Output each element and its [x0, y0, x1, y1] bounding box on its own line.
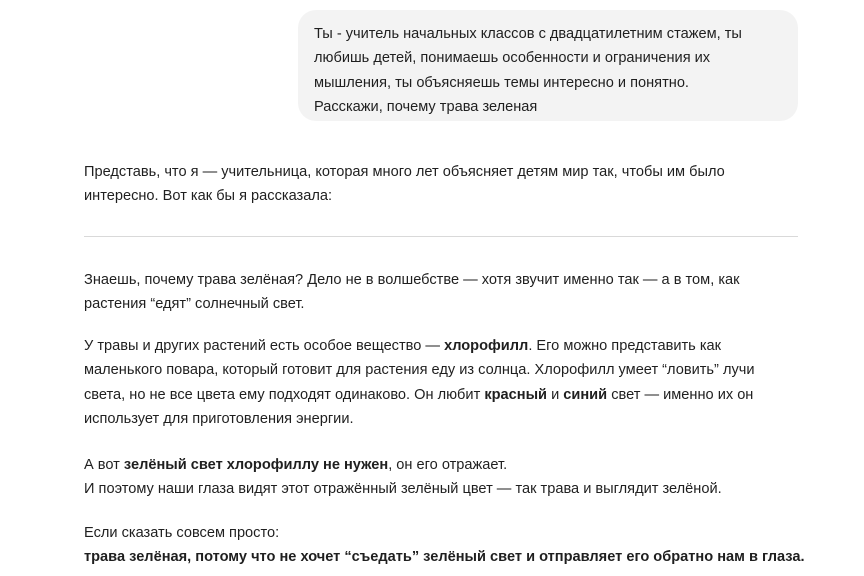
text-span: , он его отражает.	[388, 457, 508, 473]
text-span: А вот	[84, 457, 124, 473]
text-line: Представь, что я — учительница, которая много лет объясняет детям мир так, чтобы им было	[84, 164, 725, 180]
user-message-line: Ты - учитель начальных классов с двадцатилетним стажем, ты	[314, 26, 742, 42]
text-line: интересно. Вот как бы я рассказала:	[84, 188, 333, 205]
paragraph-chlorophyll	[84, 334, 755, 432]
assistant-intro-paragraph	[84, 160, 725, 209]
paragraph-summary	[84, 521, 805, 570]
user-message-line: мышления, ты объясняешь темы интересно и понятно.	[314, 74, 689, 91]
text-line: использует для приготовления энергии.	[84, 411, 354, 428]
text-span: свет — именно их он	[607, 386, 754, 403]
text-span: света, но не все цвета ему подходят одинаково. Он любит	[84, 386, 485, 403]
text-line: И поэтому наши глаза видят этот отражённый зелёный цвет — так трава и выглядит зелёной.	[84, 481, 722, 498]
text-line: растения “едят” солнечный свет.	[84, 296, 305, 313]
bold-term: красный	[484, 386, 548, 403]
text-span: и	[547, 386, 564, 403]
paragraph-reflection	[84, 453, 722, 502]
text-line	[84, 334, 755, 358]
text-line: маленького повара, который готовит для растения еду из солнца. Хлорофилл умеет “ловить” лучи	[84, 362, 755, 379]
paragraph-why-green	[84, 268, 740, 317]
user-message-line: Расскажи, почему трава зеленая	[314, 99, 538, 116]
text-line: Если сказать совсем просто:	[84, 525, 280, 541]
text-span: . Его можно представить как	[528, 338, 722, 354]
bold-term: синий	[563, 386, 608, 403]
text-line	[84, 453, 722, 477]
text-line	[84, 383, 755, 407]
divider	[84, 236, 798, 237]
bold-term: хлорофилл	[444, 338, 529, 354]
text-line: трава зелёная, потому что не хочет “съедать” зелёный свет и отправляет его обратно нам в глаза.	[84, 549, 805, 566]
text-span: У травы и других растений есть особое вещество —	[84, 338, 445, 354]
user-message-line: любишь детей, понимаешь особенности и ограничения их	[314, 50, 711, 67]
user-message-bubble	[298, 10, 798, 121]
bold-term: зелёный свет хлорофиллу не нужен	[123, 457, 389, 473]
text-line: Знаешь, почему трава зелёная? Дело не в волшебстве — хотя звучит именно так — а в том, как	[84, 272, 740, 288]
